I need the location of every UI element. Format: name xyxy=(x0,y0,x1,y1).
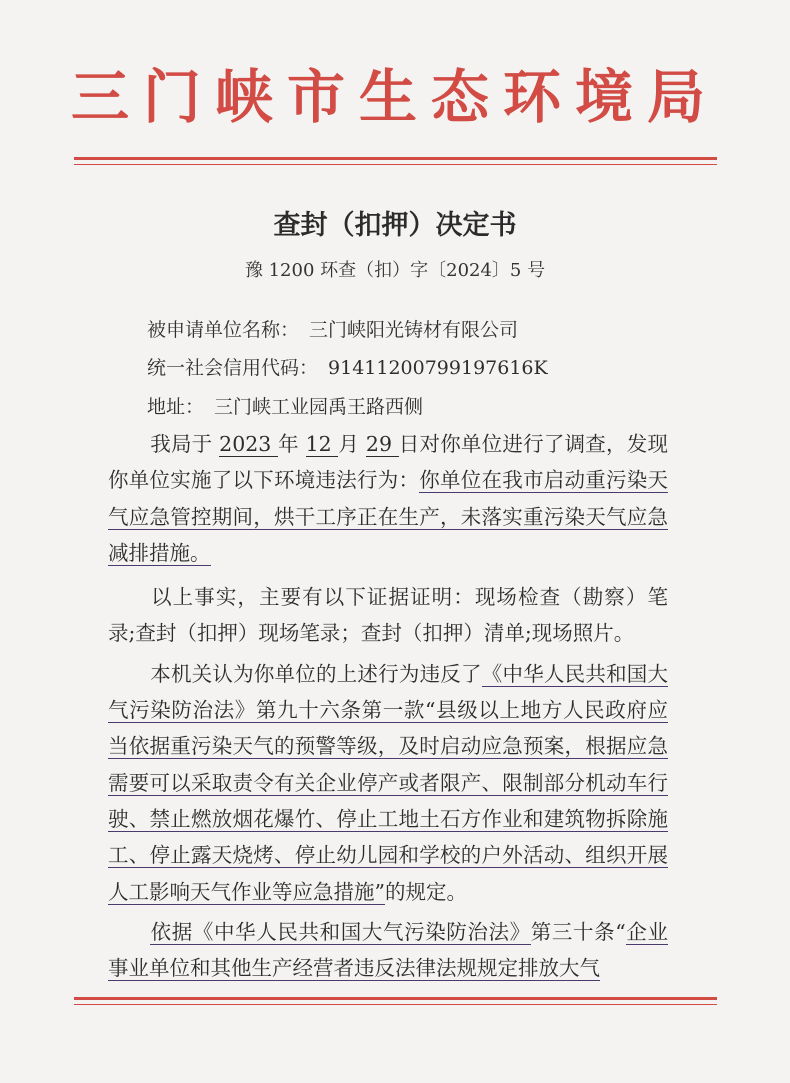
footer-rule-thick xyxy=(74,997,717,1000)
penalty-law-text: 企业事业单位和其他生产经营者违反法律法规规定排放大气 xyxy=(108,919,669,981)
party-name-label: 被申请单位名称： xyxy=(147,319,300,341)
paragraph-evidence: 以上事实，主要有以下证据证明：现场检查（勘察）笔录;查封（扣押）现场笔录；查封（扣押）清单;现场照片。 xyxy=(108,585,668,646)
issuing-authority-title: 三门峡市生态环境局 xyxy=(70,63,719,131)
paragraph-legal-basis: 本机关认为你单位的上述行为违反了《中华人民共和国大气污染防治法》第九十六条第一款“县级以上地方人民政府应当依据重污染天气的预警等级，及时启动应急预案，根据应急需要可以采取责令有关企业停产或者限产、限制部分机动车行驶、禁止燃放烟花爆竹、停止工地土石方作业和建筑物拆除施工、停止露天烧烤、停止幼儿园和学校的户外活动、组织开展人工影响天气作业等应急措施”的规定。 xyxy=(108,661,669,904)
document-title: 查封（扣押）决定书 xyxy=(273,210,517,241)
party-name-value: 三门峡阳光铸材有限公司 xyxy=(309,319,519,341)
document-number: 豫 1200 环查（扣）字〔2024〕5 号 xyxy=(244,260,546,281)
violated-law-citation: 《中华人民共和国大气污染防治法》第九十六条第一款“县级以上地方人民政府应当依据重污染天气的预警等级，及时启动应急预案，根据应急需要可以采取责令有关企业停产或者限产、限制部分机动车行驶、禁止燃放烟花爆竹、停止工地土石方作业和建筑物拆除施工、停止露天烧烤、停止幼儿园和学校的户外活动、组织开展人工影响天气作业等应急措施” xyxy=(108,661,669,904)
credit-code-label: 统一社会信用代码： xyxy=(147,357,319,379)
investigation-day: 29 xyxy=(365,432,399,456)
penalty-law-citation: 依据《中华人民共和国大气污染防治法》 xyxy=(150,919,531,944)
address-row xyxy=(147,393,423,421)
document-body xyxy=(108,426,668,986)
party-name-row xyxy=(147,316,518,344)
header-rule-thin xyxy=(74,164,717,165)
footer-rule-thin xyxy=(74,1004,717,1005)
paragraph-penalty-basis: 依据《中华人民共和国大气污染防治法》第三十条“企业事业单位和其他生产经营者违反法律法规规定排放大气 xyxy=(108,919,669,981)
paragraph-investigation: 我局于 2023 年 12 月 29 日对你单位进行了调查，发现你单位实施了以下环境违法行为：你单位在我市启动重污染天气应急管控期间，烘干工序正在生产，未落实重污染天气应急减排措施。 xyxy=(108,432,668,565)
investigation-month: 12 xyxy=(305,432,339,456)
header-rule-thick xyxy=(74,157,717,160)
credit-code-value: 91411200799197616K xyxy=(328,357,548,379)
credit-code-row xyxy=(147,354,548,382)
address-value: 三门峡工业园禹王路西侧 xyxy=(214,396,424,418)
address-label: 地址： xyxy=(147,396,205,418)
violation-description: 你单位在我市启动重污染天气应急管控期间，烘干工序正在生产，未落实重污染天气应急减排措施。 xyxy=(108,468,668,565)
investigation-year: 2023 xyxy=(219,432,279,456)
